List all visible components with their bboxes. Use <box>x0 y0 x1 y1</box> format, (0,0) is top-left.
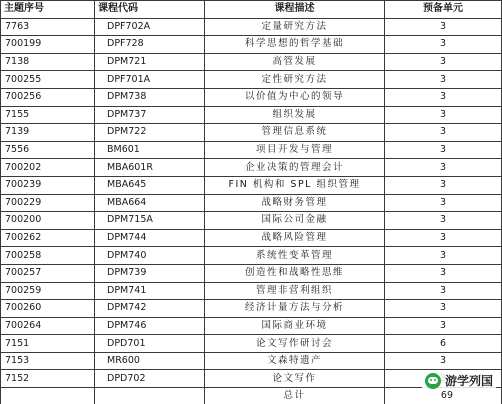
total-label: 总计 <box>205 388 385 404</box>
table-row <box>1 36 502 54</box>
course-code-cell: DPM721 <box>95 53 205 71</box>
course-code-cell: DPF702A <box>95 18 205 36</box>
course-code-cell: DPM741 <box>95 282 205 300</box>
units-cell: 6 <box>385 335 502 353</box>
subject-id-cell: 700257 <box>1 264 95 282</box>
course-description-cell: 定性研究方法 <box>205 71 385 89</box>
course-code-cell: DPM744 <box>95 229 205 247</box>
course-description-cell: 管理非营利组织 <box>205 282 385 300</box>
course-code-cell: DPM715A <box>95 212 205 230</box>
subject-id-cell: 700229 <box>1 194 95 212</box>
table-row <box>1 317 502 335</box>
course-description-cell: 项目开发与管理 <box>205 141 385 159</box>
course-code-cell: MR600 <box>95 352 205 370</box>
course-description-cell: 战略财务管理 <box>205 194 385 212</box>
table-row <box>1 282 502 300</box>
course-code-cell: DPM746 <box>95 317 205 335</box>
total-units: 69 <box>385 388 502 404</box>
table-row <box>1 229 502 247</box>
units-cell: 3 <box>385 282 502 300</box>
table-row <box>1 335 502 353</box>
subject-id-cell: 7138 <box>1 53 95 71</box>
course-description-cell: 创造性和战略性思维 <box>205 264 385 282</box>
course-description-cell: 高管发展 <box>205 53 385 71</box>
course-description-cell: 文森特遗产 <box>205 352 385 370</box>
table-row <box>1 176 502 194</box>
table-header-row <box>1 1 502 19</box>
table-row <box>1 18 502 36</box>
course-description-cell: 国际商业环境 <box>205 317 385 335</box>
subject-id-cell: 700239 <box>1 176 95 194</box>
subject-id-cell: 7155 <box>1 106 95 124</box>
watermark-text: 游学列国 <box>444 374 493 388</box>
table-row <box>1 71 502 89</box>
course-description-cell: 企业决策的管理会计 <box>205 159 385 177</box>
table-row <box>1 264 502 282</box>
subject-id-cell: 700264 <box>1 317 95 335</box>
table-row <box>1 212 502 230</box>
course-description-cell: 科学思想的哲学基础 <box>205 36 385 54</box>
subject-id-cell: 700262 <box>1 229 95 247</box>
total-row <box>1 388 502 404</box>
units-cell: 3 <box>385 71 502 89</box>
subject-id-cell: 7139 <box>1 124 95 142</box>
subject-id-cell: 700260 <box>1 300 95 318</box>
header-units: 预备单元 <box>385 1 502 19</box>
course-code-cell: DPM722 <box>95 124 205 142</box>
course-description-cell: 组织发展 <box>205 106 385 124</box>
table-row <box>1 141 502 159</box>
table-row <box>1 53 502 71</box>
units-cell: 3 <box>385 176 502 194</box>
subject-id-cell: 7151 <box>1 335 95 353</box>
header-course-code: 课程代码 <box>95 1 205 19</box>
course-code-cell: DPD702 <box>95 370 205 388</box>
table-row <box>1 88 502 106</box>
subject-id-cell: 700256 <box>1 88 95 106</box>
wechat-icon <box>425 373 441 389</box>
units-cell: 3 <box>385 317 502 335</box>
units-cell: 3 <box>385 264 502 282</box>
units-cell: 3 <box>385 352 502 370</box>
units-cell: 3 <box>385 53 502 71</box>
course-code-cell: MBA601R <box>95 159 205 177</box>
units-cell: 3 <box>385 88 502 106</box>
subject-id-cell: 7556 <box>1 141 95 159</box>
course-description-cell: 系统性变革管理 <box>205 247 385 265</box>
table-row <box>1 159 502 177</box>
units-cell: 3 <box>385 229 502 247</box>
course-description-cell: 定量研究方法 <box>205 18 385 36</box>
course-code-cell: DPD701 <box>95 335 205 353</box>
course-code-cell: MBA645 <box>95 176 205 194</box>
subject-id-cell: 700200 <box>1 212 95 230</box>
table-row <box>1 300 502 318</box>
course-description-cell: FIN 机构和 SPL 组织管理 <box>205 176 385 194</box>
course-code-cell: DPF728 <box>95 36 205 54</box>
course-description-cell: 战略风险管理 <box>205 229 385 247</box>
course-description-cell: 论文写作研讨会 <box>205 335 385 353</box>
units-cell: 3 <box>385 18 502 36</box>
table-row <box>1 352 502 370</box>
course-code-cell: DPM738 <box>95 88 205 106</box>
total-empty-cell <box>1 388 95 404</box>
course-description-cell: 经济计量方法与分析 <box>205 300 385 318</box>
units-cell: 3 <box>385 124 502 142</box>
course-code-cell: DPM742 <box>95 300 205 318</box>
units-cell: 3 <box>385 194 502 212</box>
units-cell: 3 <box>385 212 502 230</box>
table-row <box>1 106 502 124</box>
subject-id-cell: 700202 <box>1 159 95 177</box>
course-code-cell: DPM737 <box>95 106 205 124</box>
subject-id-cell: 7763 <box>1 18 95 36</box>
table-row <box>1 194 502 212</box>
units-cell: 3 <box>385 159 502 177</box>
subject-id-cell: 700255 <box>1 71 95 89</box>
watermark <box>422 371 496 390</box>
course-code-cell: DPM740 <box>95 247 205 265</box>
table-row <box>1 124 502 142</box>
course-description-cell: 论文写作 <box>205 370 385 388</box>
course-code-cell: DPM739 <box>95 264 205 282</box>
course-code-cell: BM601 <box>95 141 205 159</box>
units-cell: 3 <box>385 36 502 54</box>
course-code-cell: DPF701A <box>95 71 205 89</box>
subject-id-cell: 7152 <box>1 370 95 388</box>
units-cell: 3 <box>385 106 502 124</box>
subject-id-cell: 700259 <box>1 282 95 300</box>
table-row <box>1 247 502 265</box>
subject-id-cell: 700199 <box>1 36 95 54</box>
total-empty-cell <box>95 388 205 404</box>
subject-id-cell: 700258 <box>1 247 95 265</box>
table-body <box>1 18 502 387</box>
course-code-cell: MBA664 <box>95 194 205 212</box>
course-description-cell: 国际公司金融 <box>205 212 385 230</box>
units-cell: 3 <box>385 141 502 159</box>
header-subject-id: 主题序号 <box>1 1 95 19</box>
course-description-cell: 管理信息系统 <box>205 124 385 142</box>
subject-id-cell: 7153 <box>1 352 95 370</box>
course-description-cell: 以价值为中心的领导 <box>205 88 385 106</box>
units-cell: 3 <box>385 300 502 318</box>
header-course-description: 课程描述 <box>205 1 385 19</box>
units-cell: 3 <box>385 247 502 265</box>
